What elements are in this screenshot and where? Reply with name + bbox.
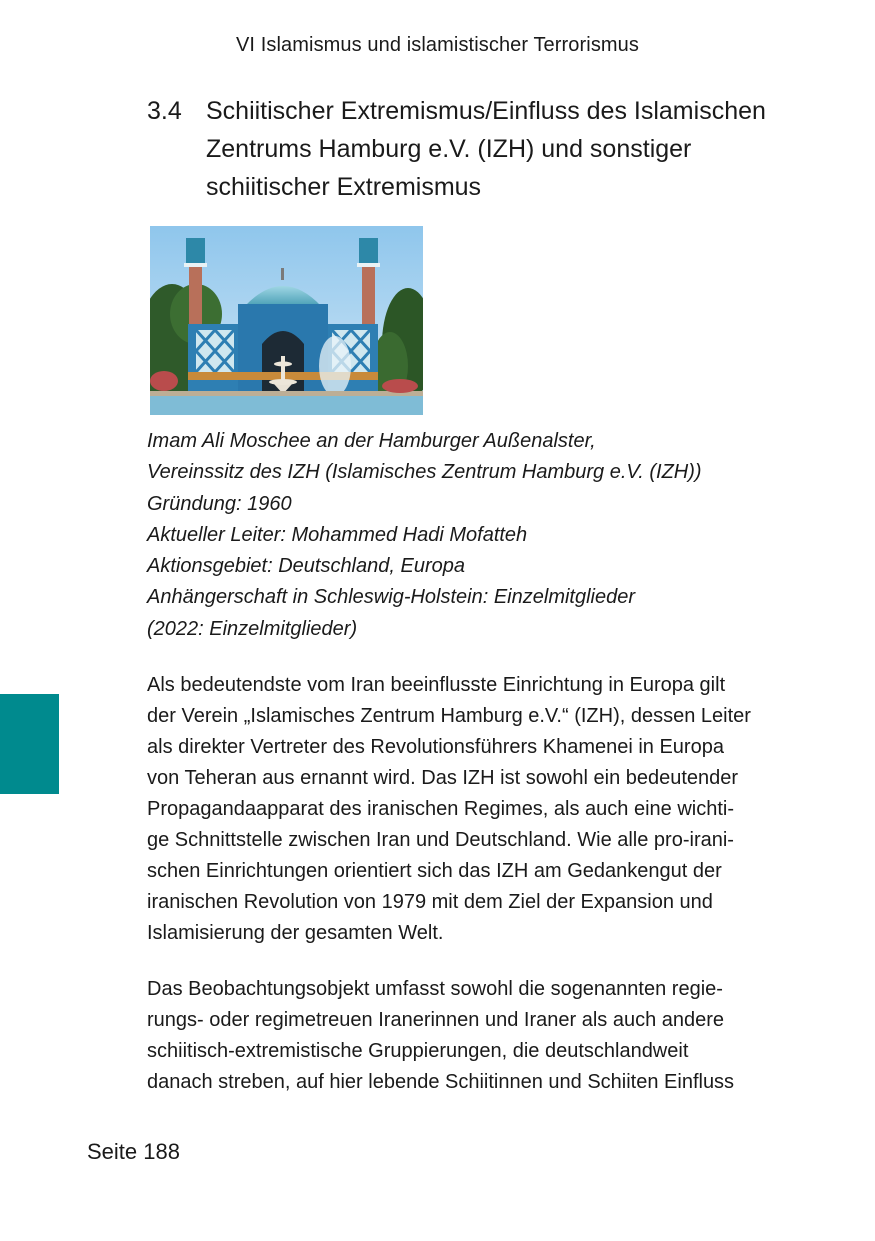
running-header: VI Islamismus und islamistischer Terrorismus (235, 34, 639, 56)
paragraph-line: Islamisierung der gesamten Welt. (147, 922, 444, 944)
section-heading (147, 92, 807, 206)
paragraph-line: rungs- oder regimetreuen Iranerinnen und Iraner als auch andere (147, 1009, 725, 1031)
paragraph-line: schen Einrichtungen orientiert sich das IZH am Gedankengut der (147, 860, 722, 882)
caption-line: Aktueller Leiter: Mohammed Hadi Mofatteh (147, 523, 528, 546)
caption-line: (2022: Einzelmitglieder) (147, 617, 358, 640)
paragraph-line: Das Beobachtungsobjekt umfasst sowohl die sogenannten regie- (147, 978, 723, 1000)
paragraph-line: von Teheran aus ernannt wird. Das IZH ist sowohl ein bedeutender (147, 767, 739, 789)
page-number: Seite 188 (87, 1139, 180, 1164)
paragraph-line: iranischen Revolution von 1979 mit dem Ziel der Expansion und (147, 891, 713, 913)
section-title-line: Schiitischer Extremismus/Einfluss des Islamischen (206, 97, 766, 125)
section-title-line: schiitischer Extremismus (206, 173, 482, 201)
paragraph-line: ge Schnittstelle zwischen Iran und Deutschland. Wie alle pro-irani- (147, 829, 734, 851)
paragraph-line: der Verein „Islamisches Zentrum Hamburg e.V.“ (IZH), dessen Leiter (147, 705, 751, 727)
chapter-marker-tab (0, 694, 59, 794)
paragraph-line: als direkter Vertreter des Revolutionsführers Khamenei in Europa (147, 736, 724, 758)
caption-line: Imam Ali Moschee an der Hamburger Außenalster, (147, 430, 596, 452)
section-title (206, 92, 807, 206)
section-title-line: Zentrums Hamburg e.V. (IZH) und sonstiger (206, 135, 692, 163)
photo-caption (147, 426, 787, 645)
body-paragraph-1 (147, 670, 797, 949)
paragraph-line: Als bedeutendste vom Iran beeinflusste Einrichtung in Europa gilt (147, 674, 726, 696)
caption-line: Anhängerschaft in Schleswig-Holstein: Einzelmitglieder (147, 586, 636, 609)
paragraph-line: danach streben, auf hier lebende Schiitinnen und Schiiten Einfluss (147, 1071, 735, 1093)
body-paragraph-2 (147, 974, 797, 1098)
caption-line: Gründung: 1960 (147, 492, 292, 515)
mosque-photo (150, 226, 423, 415)
paragraph-line: schiitisch-extremistische Gruppierungen, die deutschlandweit (147, 1040, 689, 1062)
section-number: 3.4 (147, 97, 182, 125)
paragraph-line: Propagandaapparat des iranischen Regimes, als auch eine wichti- (147, 798, 735, 820)
caption-line: Vereinssitz des IZH (Islamisches Zentrum Hamburg e.V. (IZH)) (147, 461, 702, 484)
caption-line: Aktionsgebiet: Deutschland, Europa (147, 555, 465, 578)
